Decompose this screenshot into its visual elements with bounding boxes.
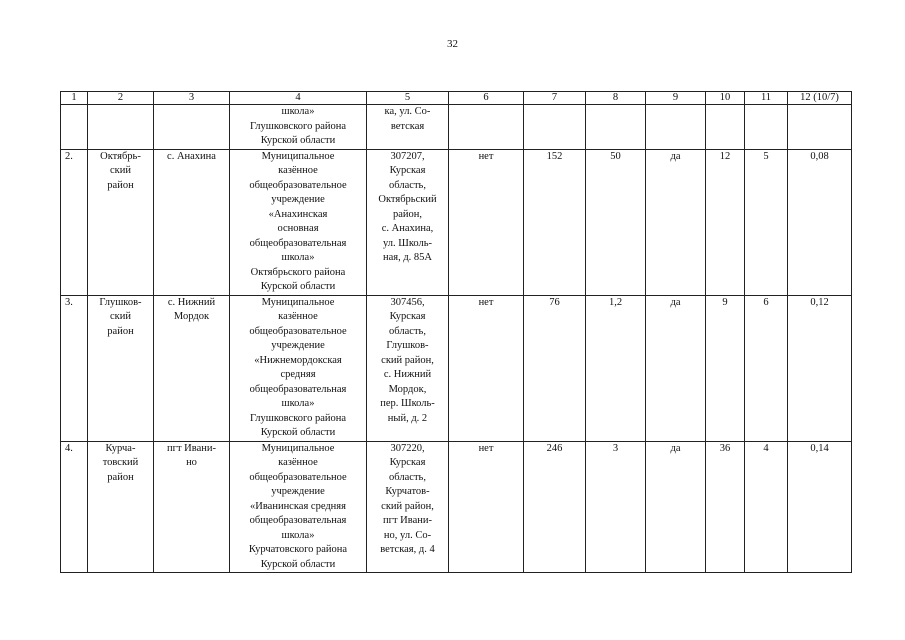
cell xyxy=(449,441,524,573)
cell: Курча- товский район xyxy=(102,442,139,483)
cell: 5 xyxy=(763,150,769,162)
cell: нет xyxy=(478,296,494,308)
address-cell xyxy=(367,105,449,150)
cell xyxy=(788,295,852,441)
cell xyxy=(745,149,788,295)
cell: 76 xyxy=(549,296,560,308)
cell xyxy=(524,295,586,441)
institution-cell xyxy=(230,149,367,295)
cell: 0,12 xyxy=(810,296,829,308)
table-row xyxy=(61,295,852,441)
cell xyxy=(788,149,852,295)
cell xyxy=(788,105,852,150)
cell xyxy=(449,295,524,441)
cell: школа» Глушковского района Курской области xyxy=(249,106,347,146)
cell: 3 xyxy=(612,442,619,454)
column-header: 10 xyxy=(706,92,745,105)
cell xyxy=(586,441,646,573)
column-header: 1 xyxy=(61,92,88,105)
column-header: 7 xyxy=(524,92,586,105)
cell: Октябрь- ский район xyxy=(100,150,141,191)
cell xyxy=(646,295,706,441)
cell: 50 xyxy=(610,150,621,162)
table-row xyxy=(61,441,852,573)
cell: Глушков- ский район xyxy=(99,296,142,337)
cell xyxy=(449,105,524,150)
settlement-cell xyxy=(154,295,230,441)
cell xyxy=(706,441,745,573)
cell: 307456, Курская область, Глушков- ский район, с. Нижний Мордок, пер. Школь- ный, д. 2 xyxy=(380,296,435,424)
cell xyxy=(706,295,745,441)
address-cell xyxy=(367,441,449,573)
column-header: 2 xyxy=(88,92,154,105)
column-header: 4 xyxy=(230,92,367,105)
cell: 36 xyxy=(719,442,731,454)
column-header: 12 (10/7) xyxy=(788,92,852,105)
cell xyxy=(449,149,524,295)
institution-cell xyxy=(230,105,367,150)
cell xyxy=(524,441,586,573)
cell: нет xyxy=(478,442,494,454)
cell xyxy=(524,149,586,295)
address-cell xyxy=(367,149,449,295)
column-header: 8 xyxy=(586,92,646,105)
row-number xyxy=(61,149,88,295)
row-number xyxy=(61,295,88,441)
cell: 9 xyxy=(722,296,728,308)
table-header-row xyxy=(61,92,852,105)
cell xyxy=(788,441,852,573)
settlement-cell xyxy=(154,441,230,573)
table-row xyxy=(61,149,852,295)
cell: Муниципальное казённое общеобразовательное учреждение «Нижнемордокская средняя общеобразовательная школа» Глушковского района Курской области xyxy=(249,296,347,438)
cell: 4. xyxy=(65,442,73,454)
cell xyxy=(745,441,788,573)
cell xyxy=(646,441,706,573)
cell: да xyxy=(670,150,681,162)
cell: да xyxy=(670,296,681,308)
cell: да xyxy=(670,442,681,454)
cell: Муниципальное казённое общеобразовательное учреждение «Анахинская основная общеобразовательная школа» Октябрьского района Курской области xyxy=(249,150,347,292)
institution-cell xyxy=(230,295,367,441)
district-cell xyxy=(88,295,154,441)
district-cell xyxy=(88,149,154,295)
cell: с. Нижний Мордок xyxy=(167,296,216,322)
cell xyxy=(586,295,646,441)
cell xyxy=(586,105,646,150)
institution-cell xyxy=(230,441,367,573)
row-number xyxy=(61,105,88,150)
cell: 307207, Курская область, Октябрьский район, с. Анахина, ул. Школь- ная, д. 85А xyxy=(378,150,437,263)
column-header: 9 xyxy=(646,92,706,105)
column-header: 5 xyxy=(367,92,449,105)
cell: 0,14 xyxy=(810,442,829,454)
cell xyxy=(706,149,745,295)
cell: с. Анахина xyxy=(167,150,216,162)
district-cell xyxy=(88,441,154,573)
cell: 1,2 xyxy=(608,296,623,308)
cell: Муниципальное казённое общеобразовательное учреждение «Иванинская средняя общеобразовательная школа» Курчатовского района Курской области xyxy=(248,442,348,570)
cell: ка, ул. Со- ветская xyxy=(384,106,431,132)
cell: 0,08 xyxy=(810,150,829,162)
cell xyxy=(745,105,788,150)
cell xyxy=(706,105,745,150)
cell: 152 xyxy=(546,150,563,162)
cell: нет xyxy=(478,150,494,162)
cell xyxy=(524,105,586,150)
column-header: 6 xyxy=(449,92,524,105)
settlement-cell xyxy=(154,149,230,295)
settlement-cell xyxy=(154,105,230,150)
column-header: 11 xyxy=(745,92,788,105)
cell xyxy=(586,149,646,295)
cell xyxy=(745,295,788,441)
cell xyxy=(646,149,706,295)
cell: 3. xyxy=(65,296,73,308)
cell: 307220, Курская область, Курчатов- ский район, пгт Ивани- но, ул. Со- ветская, д. 4 xyxy=(380,442,435,555)
row-number xyxy=(61,441,88,573)
column-header: 3 xyxy=(154,92,230,105)
table-row xyxy=(61,105,852,150)
address-cell xyxy=(367,295,449,441)
cell: 4 xyxy=(763,442,769,454)
cell: 2. xyxy=(65,150,73,162)
cell: 246 xyxy=(546,442,563,454)
district-cell xyxy=(88,105,154,150)
cell: 6 xyxy=(763,296,769,308)
cell xyxy=(646,105,706,150)
cell: 12 xyxy=(719,150,731,162)
page-number: 32 xyxy=(447,38,458,50)
cell: пгт Ивани- но xyxy=(167,442,216,468)
data-table xyxy=(60,91,852,573)
